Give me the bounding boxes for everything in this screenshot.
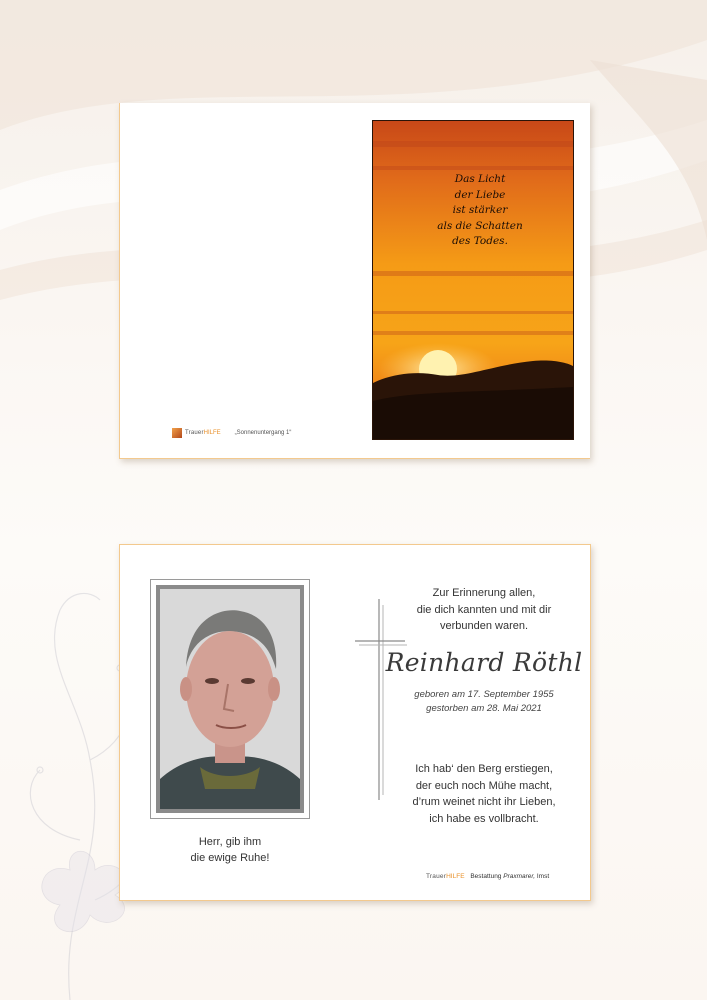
sunset-image	[372, 120, 574, 440]
quote-line: als die Schatten	[437, 219, 523, 232]
quote-line: der Liebe	[454, 188, 506, 201]
brand-logo-back	[426, 873, 549, 880]
verse-line: d’rum weinet nicht ihr Lieben,	[412, 796, 556, 808]
verse-line: der euch noch Mühe macht,	[415, 779, 553, 792]
life-dates	[378, 688, 590, 716]
funeral-home-prefix: Bestattung	[470, 873, 502, 880]
memorial-quote	[373, 172, 573, 250]
death-date: gestorben am 28. Mai 2021	[426, 703, 542, 714]
brand-name-part1: Trauer	[426, 873, 447, 880]
brand-logo-front	[172, 428, 291, 438]
verse-line: ich habe es vollbracht.	[429, 812, 539, 825]
birth-date: geboren am 17. September 1955	[414, 689, 554, 700]
design-name: „Sonnenuntergang 1“	[234, 430, 292, 436]
quote-line: des Todes.	[452, 235, 508, 248]
funeral-home	[470, 873, 549, 880]
portrait-frame	[150, 579, 310, 819]
deceased-name: Reinhard Röthl	[385, 648, 583, 677]
caption-line: Herr, gib ihm	[198, 836, 262, 848]
intro-line: Zur Erinnerung allen,	[432, 587, 536, 599]
funeral-home-city: Imst	[536, 873, 550, 880]
quote-line: Das Licht	[454, 173, 506, 185]
funeral-home-name: Praxmarer,	[503, 873, 536, 880]
caption-line: die ewige Ruhe!	[190, 852, 270, 864]
memorial-verse	[378, 761, 590, 827]
intro-line: verbunden waren.	[439, 620, 529, 632]
brand-name-part2: HILFE	[446, 873, 465, 880]
intro-text	[378, 585, 590, 635]
card-front-cover	[119, 103, 590, 459]
verse-line: Ich hab‘ den Berg erstiegen,	[415, 763, 553, 775]
brand-name-part1: Trauer	[185, 430, 204, 436]
intro-line: die dich kannten und mit dir	[416, 603, 552, 616]
photo-caption	[150, 834, 310, 866]
portrait-photo	[156, 585, 304, 813]
card-back-inside	[119, 544, 591, 901]
brand-logo-icon	[172, 428, 182, 438]
quote-line: ist stärker	[452, 204, 508, 217]
brand-name-part2: HILFE	[203, 430, 221, 436]
